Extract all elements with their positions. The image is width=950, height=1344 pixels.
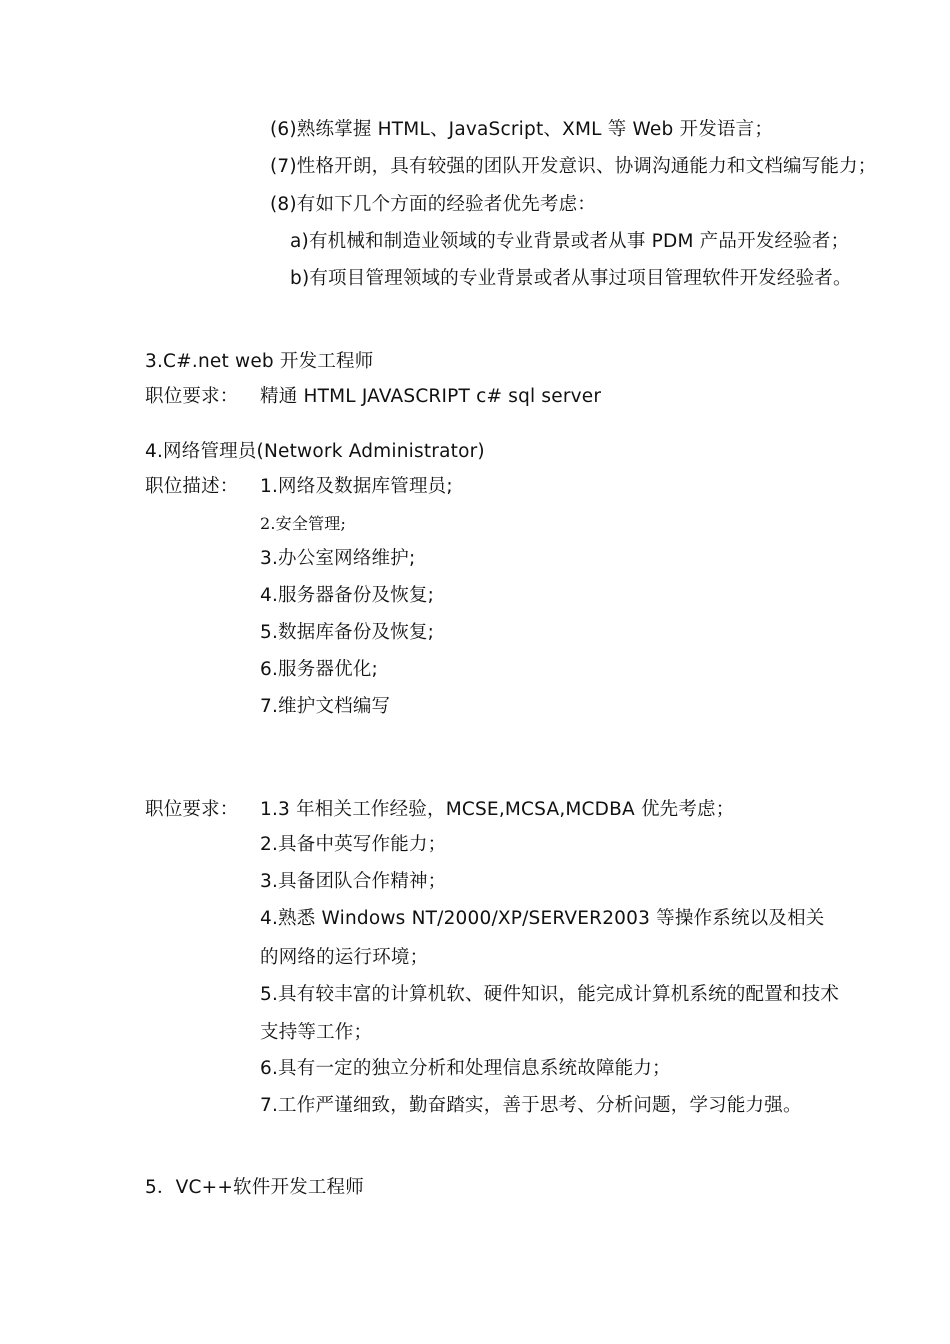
desc-item: 2.安全管理; bbox=[260, 514, 347, 533]
req-item: 的网络的运行环境； bbox=[260, 947, 429, 968]
req-item: 5.具有较丰富的计算机软、硬件知识，能完成计算机系统的配置和技术 bbox=[260, 984, 840, 1005]
section-3-req-text: 精通 HTML JAVASCRIPT c# sql server bbox=[260, 386, 602, 407]
sub-item-a: a)有机械和制造业领域的专业背景或者从事 PDM 产品开发经验者； bbox=[290, 231, 850, 252]
req-item: 2.具备中英写作能力； bbox=[260, 834, 447, 855]
desc-item: 7.维护文档编写 bbox=[260, 696, 391, 717]
desc-item: 6.服务器优化; bbox=[260, 659, 378, 680]
section-3-heading: 3.C#.net web 开发工程师 bbox=[145, 351, 374, 372]
section-4-heading: 4.网络管理员(Network Administrator) bbox=[145, 441, 485, 462]
section-3-req-label: 职位要求： bbox=[145, 386, 239, 407]
desc-item: 5.数据库备份及恢复; bbox=[260, 622, 435, 643]
sub-item-b: b)有项目管理领域的专业背景或者从事过项目管理软件开发经验者。 bbox=[290, 268, 852, 289]
list-item-8: (8)有如下几个方面的经验者优先考虑： bbox=[270, 194, 597, 215]
list-item-7: (7)性格开朗，具有较强的团队开发意识、协调沟通能力和文档编写能力； bbox=[270, 156, 877, 177]
list-item-6: (6)熟练掌握 HTML、JavaScript、XML 等 Web 开发语言； bbox=[270, 119, 774, 140]
desc-item: 1.网络及数据库管理员; bbox=[260, 476, 453, 497]
req-item: 7.工作严谨细致，勤奋踏实，善于思考、分析问题，学习能力强。 bbox=[260, 1095, 802, 1116]
section-4-desc-label: 职位描述： bbox=[145, 476, 239, 497]
section-5-heading: 5．VC++软件开发工程师 bbox=[145, 1177, 364, 1198]
desc-item: 3.办公室网络维护; bbox=[260, 548, 416, 569]
req-item: 6.具有一定的独立分析和处理信息系统故障能力； bbox=[260, 1058, 671, 1079]
desc-item: 4.服务器备份及恢复; bbox=[260, 585, 435, 606]
section-4-req-label: 职位要求： bbox=[145, 799, 239, 820]
req-item: 3.具备团队合作精神； bbox=[260, 871, 447, 892]
req-item: 1.3 年相关工作经验，MCSE,MCSA,MCDBA 优先考虑； bbox=[260, 799, 735, 820]
req-item: 4.熟悉 Windows NT/2000/XP/SERVER2003 等操作系统以及相关 bbox=[260, 908, 825, 929]
req-item: 支持等工作； bbox=[260, 1022, 373, 1043]
